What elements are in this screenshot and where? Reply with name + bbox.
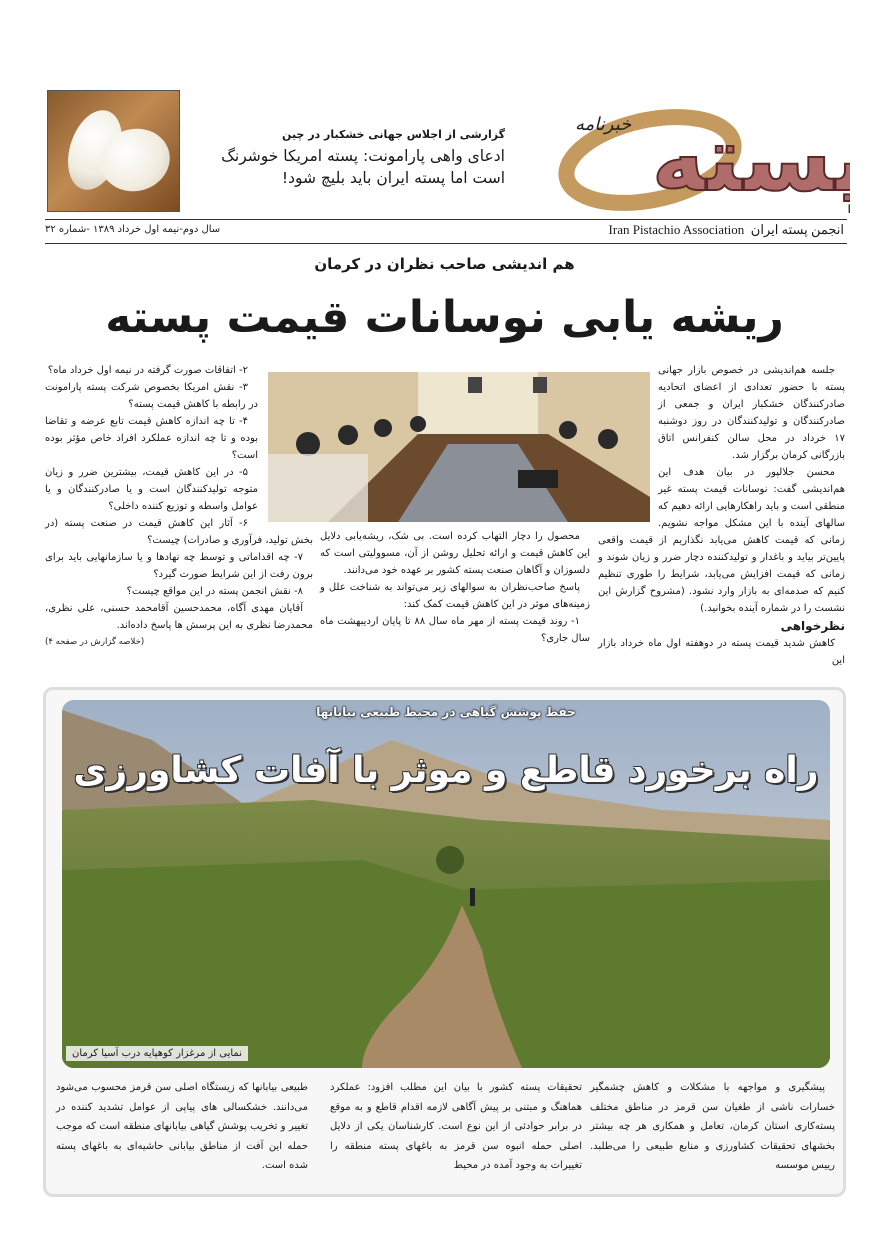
paragraph: آقایان مهدی آگاه، محمدحسین آقامحمد حسنی، علی نظری، محمدرضا نظری به این پرسش ها پاسخ داده‌اند. — [45, 603, 313, 631]
paragraph: کاهش شدید قیمت پسته در دوهفته اول ماه خرداد بازار این — [598, 638, 845, 666]
paragraph: جلسه هم‌اندیشی در خصوص بازار جهانی پسته با حضور تعدادی از اعضای اتحادیه صادرکنندگان خشکبار ایران و جمعی از صادرکنندگان و تولیدکنندگان در روز دوشنبه ۱۷ خرداد در محل سالن کنفرانس اتاق بازرگانی کرمان برگزار شد. — [658, 365, 845, 461]
association-en: Iran Pistachio Association — [608, 222, 745, 237]
lead-col-mid — [320, 528, 590, 647]
issue-info: سال دوم-نیمه اول خرداد ۱۳۸۹ -شماره ۳۲ — [45, 224, 221, 235]
feature-col-2 — [330, 1078, 582, 1176]
paragraph: طبیعی بیابانها که زیستگاه اصلی سن قرمز محسوب می‌شود می‌دانند. خشکسالی های پیاپی از عوامل تشدید کننده در تغییر و تخریب پوشش گیاهی بیابانهای منطقه است که موجب حمله این آفت از مناطق بیابانی حاشیه‌ای به باغهای پسته شده است. — [56, 1082, 308, 1171]
association — [609, 222, 844, 238]
masthead-logo — [520, 80, 850, 220]
question: ۳- نقش امریکا بخصوص شرکت پسته پارامونت در رابطه با کاهش قیمت پسته؟ — [45, 382, 258, 410]
question: ۸- نقش انجمن پسته در این مواقع چیست؟ — [126, 586, 303, 597]
lead-kicker: هم اندیشی صاحب نظران در کرمان — [314, 255, 575, 273]
divider — [45, 243, 847, 244]
pistachio-photo — [47, 90, 180, 212]
teaser-kicker: گزارشی از اجلاس جهانی خشکبار در چین — [282, 128, 505, 141]
continued-note[interactable]: (خلاصه گزارش در صفحه ۴) — [45, 637, 145, 647]
logo-subtitle: خبرنامه — [575, 114, 632, 135]
feature-kicker: حفظ پوشش گیاهی در محیط طبیعی بیابانها — [316, 705, 576, 719]
paragraph: محسن جلالپور در بیان هدف این هم‌اندیشی گفت: نوسانات قیمت پسته غیر منطقی است و باید راهکارهایی ارائه دهیم که سالهای آینده با این مشکل مواجه نشویم. زمانی که قیمت کاهش می‌یابد نگذاریم از قیمت واقعی پایین‌تر بیاید و باغدار و تولیدکننده دچار ضرر و زیان شوند و زمانی که قیمت افزایش می‌یابد، شرایط را طوری تنظیم کنیم که صدمه‌ای به بازار وارد نشود. (مشروح گزارش این نشست را در شماره آینده بخوانید.) — [598, 467, 845, 614]
feature-col-3 — [56, 1078, 308, 1176]
feature-headline[interactable]: راه برخورد قاطع و موثر با آفات کشاورزی — [73, 750, 819, 791]
paragraph: ۱- روند قیمت پسته از مهر ماه سال ۸۸ تا پایان اردیبهشت ماه سال جاری؟ — [320, 616, 590, 644]
question: ۲- اتفاقات صورت گرفته در نیمه اول خرداد ماه؟ — [47, 365, 248, 376]
teaser-headline[interactable]: ادعای واهی پارامونت: پسته امریکا خوشرنگ است اما پسته ایران باید بلیچ شود! — [221, 147, 505, 187]
photo-wrap-spacer — [258, 362, 313, 528]
meeting-photo — [268, 372, 650, 522]
paragraph: محصول را دچار التهاب کرده است. بی شک، ریشه‌یابی دلایل این کاهش قیمت و ارائه تحلیل روشن از آن، مسوولیتی است که دلسوزان و آگاهان صنعت پسته کشور بر عهده خود می‌دانند. — [320, 531, 590, 576]
photo-caption: نمایی از مرغزار کوهپایه درب آسیا کرمان — [66, 1046, 248, 1061]
feature-col-1 — [590, 1078, 835, 1176]
question: ۷- چه اقداماتی و توسط چه نهادها و یا سازمانهایی باید برای برون رفت از این شرایط صورت گیرد؟ — [45, 552, 313, 580]
subhead: نظرخواهی — [780, 619, 845, 633]
teaser[interactable] — [185, 128, 505, 189]
lead-headline[interactable]: ریشه یابی نوسانات قیمت پسته — [105, 292, 784, 343]
lead-col-left — [45, 362, 313, 651]
association-fa: انجمن پسته ایران — [750, 222, 844, 237]
question: ۴- تا چه اندازه کاهش قیمت تابع عرضه و تقاضا بوده و تا چه اندازه عملکرد افراد خاص مؤثر بوده است؟ — [45, 416, 258, 461]
divider — [45, 219, 847, 220]
question: ۵- در این کاهش قیمت، بیشترین ضرر و زیان متوجه تولیدکنندگان است و یا صادرکنندگان و یا عوامل واسطه و توزیع کننده داخلی؟ — [45, 467, 258, 512]
logo-text: پسته — [651, 107, 850, 212]
paragraph: پیشگیری و مواجهه با مشکلات و کاهش چشمگیر خسارات ناشی از طغیان سن قرمز در مناطق مختلف پسته‌کاری استان کرمان، تعامل و همکاری هر چه بیشتر بخشهای تحقیقات کشاورزی و منابع طبیعی را می‌طلبد. رییس موسسه — [590, 1082, 835, 1171]
question: ۶- آثار این کاهش قیمت در صنعت پسته (در بخش تولید، فرآوری و صادرات) چیست؟ — [45, 518, 313, 546]
paragraph: تحقیقات پسته کشور با بیان این مطلب افزود: عملکرد هماهنگ و مبتنی بر پیش آگاهی لازمه اقدام قاطع و به موقع در برابر حوادثی از این نوع است. کارشناسان یکی از دلایل اصلی حمله انبوه سن قرمز به باغهای پسته منطقه را تغییرات به وجود آمده در محیط — [330, 1082, 582, 1171]
paragraph: پاسخ صاحب‌نظران به سوالهای زیر می‌تواند به شناخت علل و زمینه‌های موثر در این کاهش قیمت کمک کند: — [320, 582, 590, 610]
